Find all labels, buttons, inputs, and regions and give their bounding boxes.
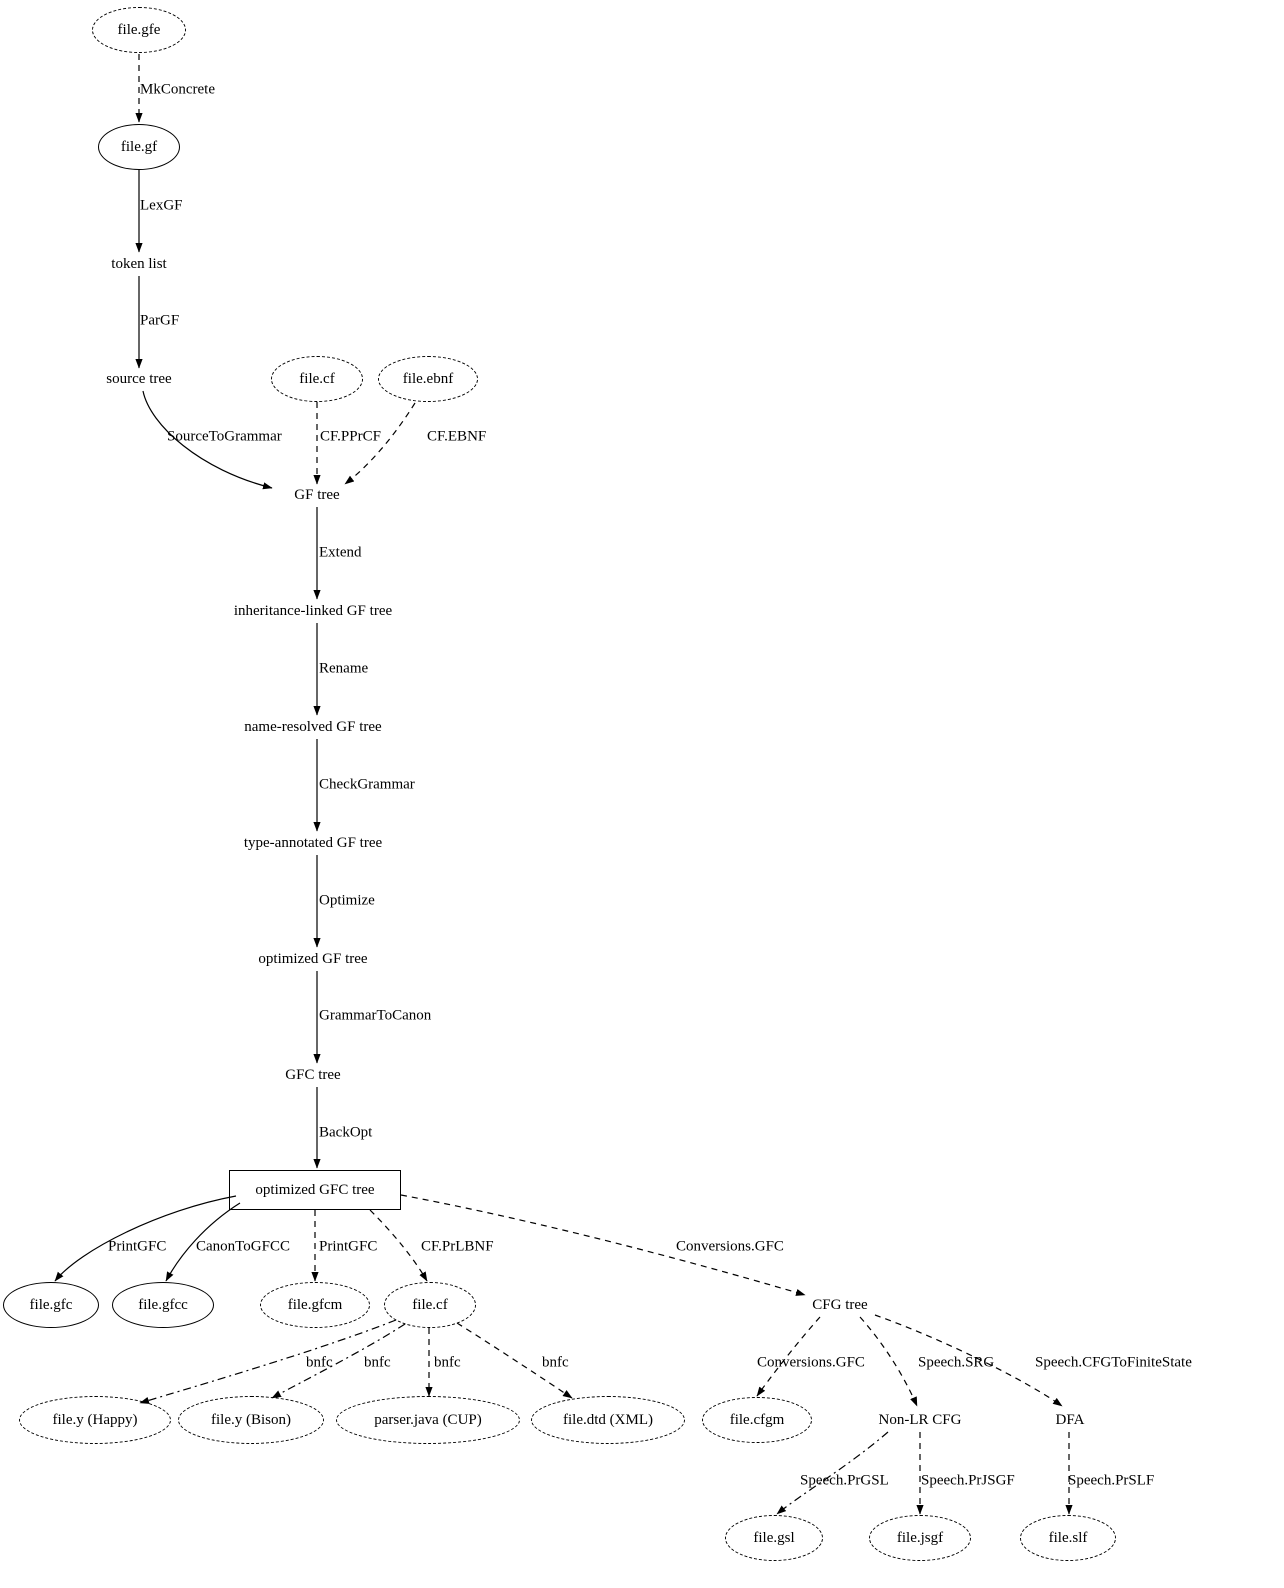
edge-label-text: PrintGFC [108,1238,167,1255]
edge-label-text: CF.PPrCF [320,428,381,445]
node-type-annotated-gf-tree[interactable] [208,832,418,854]
edge-label-speechcfgtofinitestate [1035,1355,1192,1372]
edge-label-text: SourceToGrammar [167,428,282,445]
node-gfc-tree[interactable] [263,1064,363,1086]
node-optimized-gf-tree[interactable] [228,948,398,970]
node-label: file.jsgf [896,1529,944,1546]
edge-label-text: GrammarToCanon [319,1007,432,1024]
edge-label-cfpprcf [320,429,381,446]
node-label: source tree [106,370,172,387]
edge-label-text: Conversions.GFC [757,1354,865,1371]
edge-label-speechprslf [1068,1473,1154,1490]
edge-label-cfprlbnf [421,1239,494,1256]
edge-label-speechprgsl [800,1473,889,1490]
edge-label-speechsrg [918,1355,994,1372]
edge-label-text: bnfc [434,1354,461,1371]
node-label: optimized GF tree [258,950,368,967]
edge-label-bnfc-3 [434,1355,461,1372]
edge-label-bnfc-2 [364,1355,391,1372]
node-label: optimized GFC tree [255,1181,375,1198]
node-file-dtd-xml[interactable] [531,1396,685,1444]
edge-label-grammartocanon [319,1008,431,1025]
node-label: file.y (Bison) [211,1411,291,1428]
node-file-y-happy[interactable] [19,1396,171,1444]
edge-label-text: CanonToGFCC [196,1238,290,1255]
node-file-gfc[interactable] [3,1282,99,1328]
node-label: file.gf [120,138,158,155]
edge-label-conversionsgfc [676,1239,784,1256]
edge-label-speechprjsgf [921,1473,1015,1490]
edge-label-sourcetogrammar [167,429,282,446]
node-label: file.gfc [29,1296,73,1313]
node-source-tree[interactable] [79,368,199,390]
edge-label-text: Conversions.GFC [676,1238,784,1255]
edge-label-text: bnfc [306,1354,333,1371]
edge-label-text: ParGF [140,312,180,329]
edge-label-text: Optimize [319,892,375,909]
edge-label-pargf [140,313,179,330]
edge-label-text: bnfc [364,1354,391,1371]
edge-label-checkgrammar [319,777,415,794]
edge-label-text: LexGF [140,197,183,214]
node-gf-tree[interactable] [272,484,362,506]
node-optimized-gfc-tree[interactable] [229,1170,401,1210]
node-label: DFA [1055,1411,1085,1428]
node-name-resolved-gf-tree[interactable] [208,716,418,738]
node-file-cf-mid[interactable] [384,1282,476,1328]
node-dfa[interactable] [1040,1409,1100,1431]
node-file-gsl[interactable] [725,1515,823,1561]
edge-label-optimize [319,893,375,910]
edge-label-text: Speech.SRG [918,1354,995,1371]
node-label: file.dtd (XML) [563,1411,653,1428]
edge-label-text: CF.EBNF [427,428,487,445]
edge-label-extend [319,545,362,562]
edge-label-text: MkConcrete [140,81,215,98]
edge-label-text: BackOpt [319,1124,373,1141]
node-file-cf-top[interactable] [271,356,363,402]
node-file-jsgf[interactable] [869,1515,971,1561]
node-label: file.gfcc [138,1296,188,1313]
edge-label-canontogfcc [196,1239,290,1256]
node-label: file.gfcm [287,1296,343,1313]
node-file-ebnf[interactable] [378,356,478,402]
edge-bnfc-happy [140,1320,396,1403]
node-label: token list [111,255,167,272]
node-file-gfcm[interactable] [260,1282,370,1328]
node-file-gfcc[interactable] [112,1282,214,1328]
node-label: Non-LR CFG [878,1411,962,1428]
node-file-gf[interactable] [98,124,180,170]
node-label: parser.java (CUP) [374,1411,482,1428]
edge-label-text: Extend [319,544,362,561]
edge-label-text: Speech.PrJSGF [921,1472,1015,1489]
node-file-slf[interactable] [1020,1515,1116,1561]
edge-cfprlbnf [370,1210,427,1281]
edge-label-text: Speech.PrSLF [1068,1472,1155,1489]
edge-label-printgfc [108,1239,166,1256]
edge-label-rename [319,661,368,678]
edge-label-text: Speech.CFGToFiniteState [1035,1354,1192,1371]
node-label: name-resolved GF tree [244,718,382,735]
node-label: file.y (Happy) [52,1411,138,1428]
node-file-cfgm[interactable] [702,1397,812,1443]
edge-label-text: CheckGrammar [319,776,415,793]
node-token-list[interactable] [84,253,194,275]
node-file-y-bison[interactable] [178,1396,324,1444]
node-label: file.slf [1048,1529,1088,1546]
node-cfg-tree[interactable] [790,1294,890,1316]
node-label: CFG tree [812,1296,868,1313]
edge-label-conversionsgfc2 [757,1355,865,1372]
edge-label-text: CF.PrLBNF [421,1238,494,1255]
node-label: file.gfe [117,21,161,38]
edge-label-printgfc2 [319,1239,377,1256]
edge-label-bnfc-1 [306,1355,333,1372]
edge-label-backopt [319,1125,372,1142]
edge-label-text: PrintGFC [319,1238,378,1255]
edge-label-bnfc-4 [542,1355,569,1372]
node-label: type-annotated GF tree [243,834,383,851]
node-label: inheritance-linked GF tree [233,602,393,619]
edge-label-text: Speech.PrGSL [800,1472,889,1489]
edge-speechsrg [860,1317,917,1406]
node-label: GF tree [294,486,340,503]
node-file-gfe[interactable] [92,7,186,53]
node-label: file.cf [299,370,335,387]
node-label: file.cfgm [729,1411,785,1428]
edge-label-mkconcrete [140,82,215,99]
edge-label-text: bnfc [542,1354,569,1371]
node-inheritance-linked-gf-tree[interactable] [188,600,438,622]
node-parser-java-cup[interactable] [336,1396,520,1444]
node-label: file.cf [412,1296,448,1313]
node-label: GFC tree [285,1066,341,1083]
edge-label-cfebnf [427,429,486,446]
node-non-lr-cfg[interactable] [860,1409,980,1431]
edge-label-text: Rename [319,660,369,677]
node-label: file.ebnf [402,370,454,387]
node-label: file.gsl [753,1529,795,1546]
edge-label-lexgf [140,198,183,215]
